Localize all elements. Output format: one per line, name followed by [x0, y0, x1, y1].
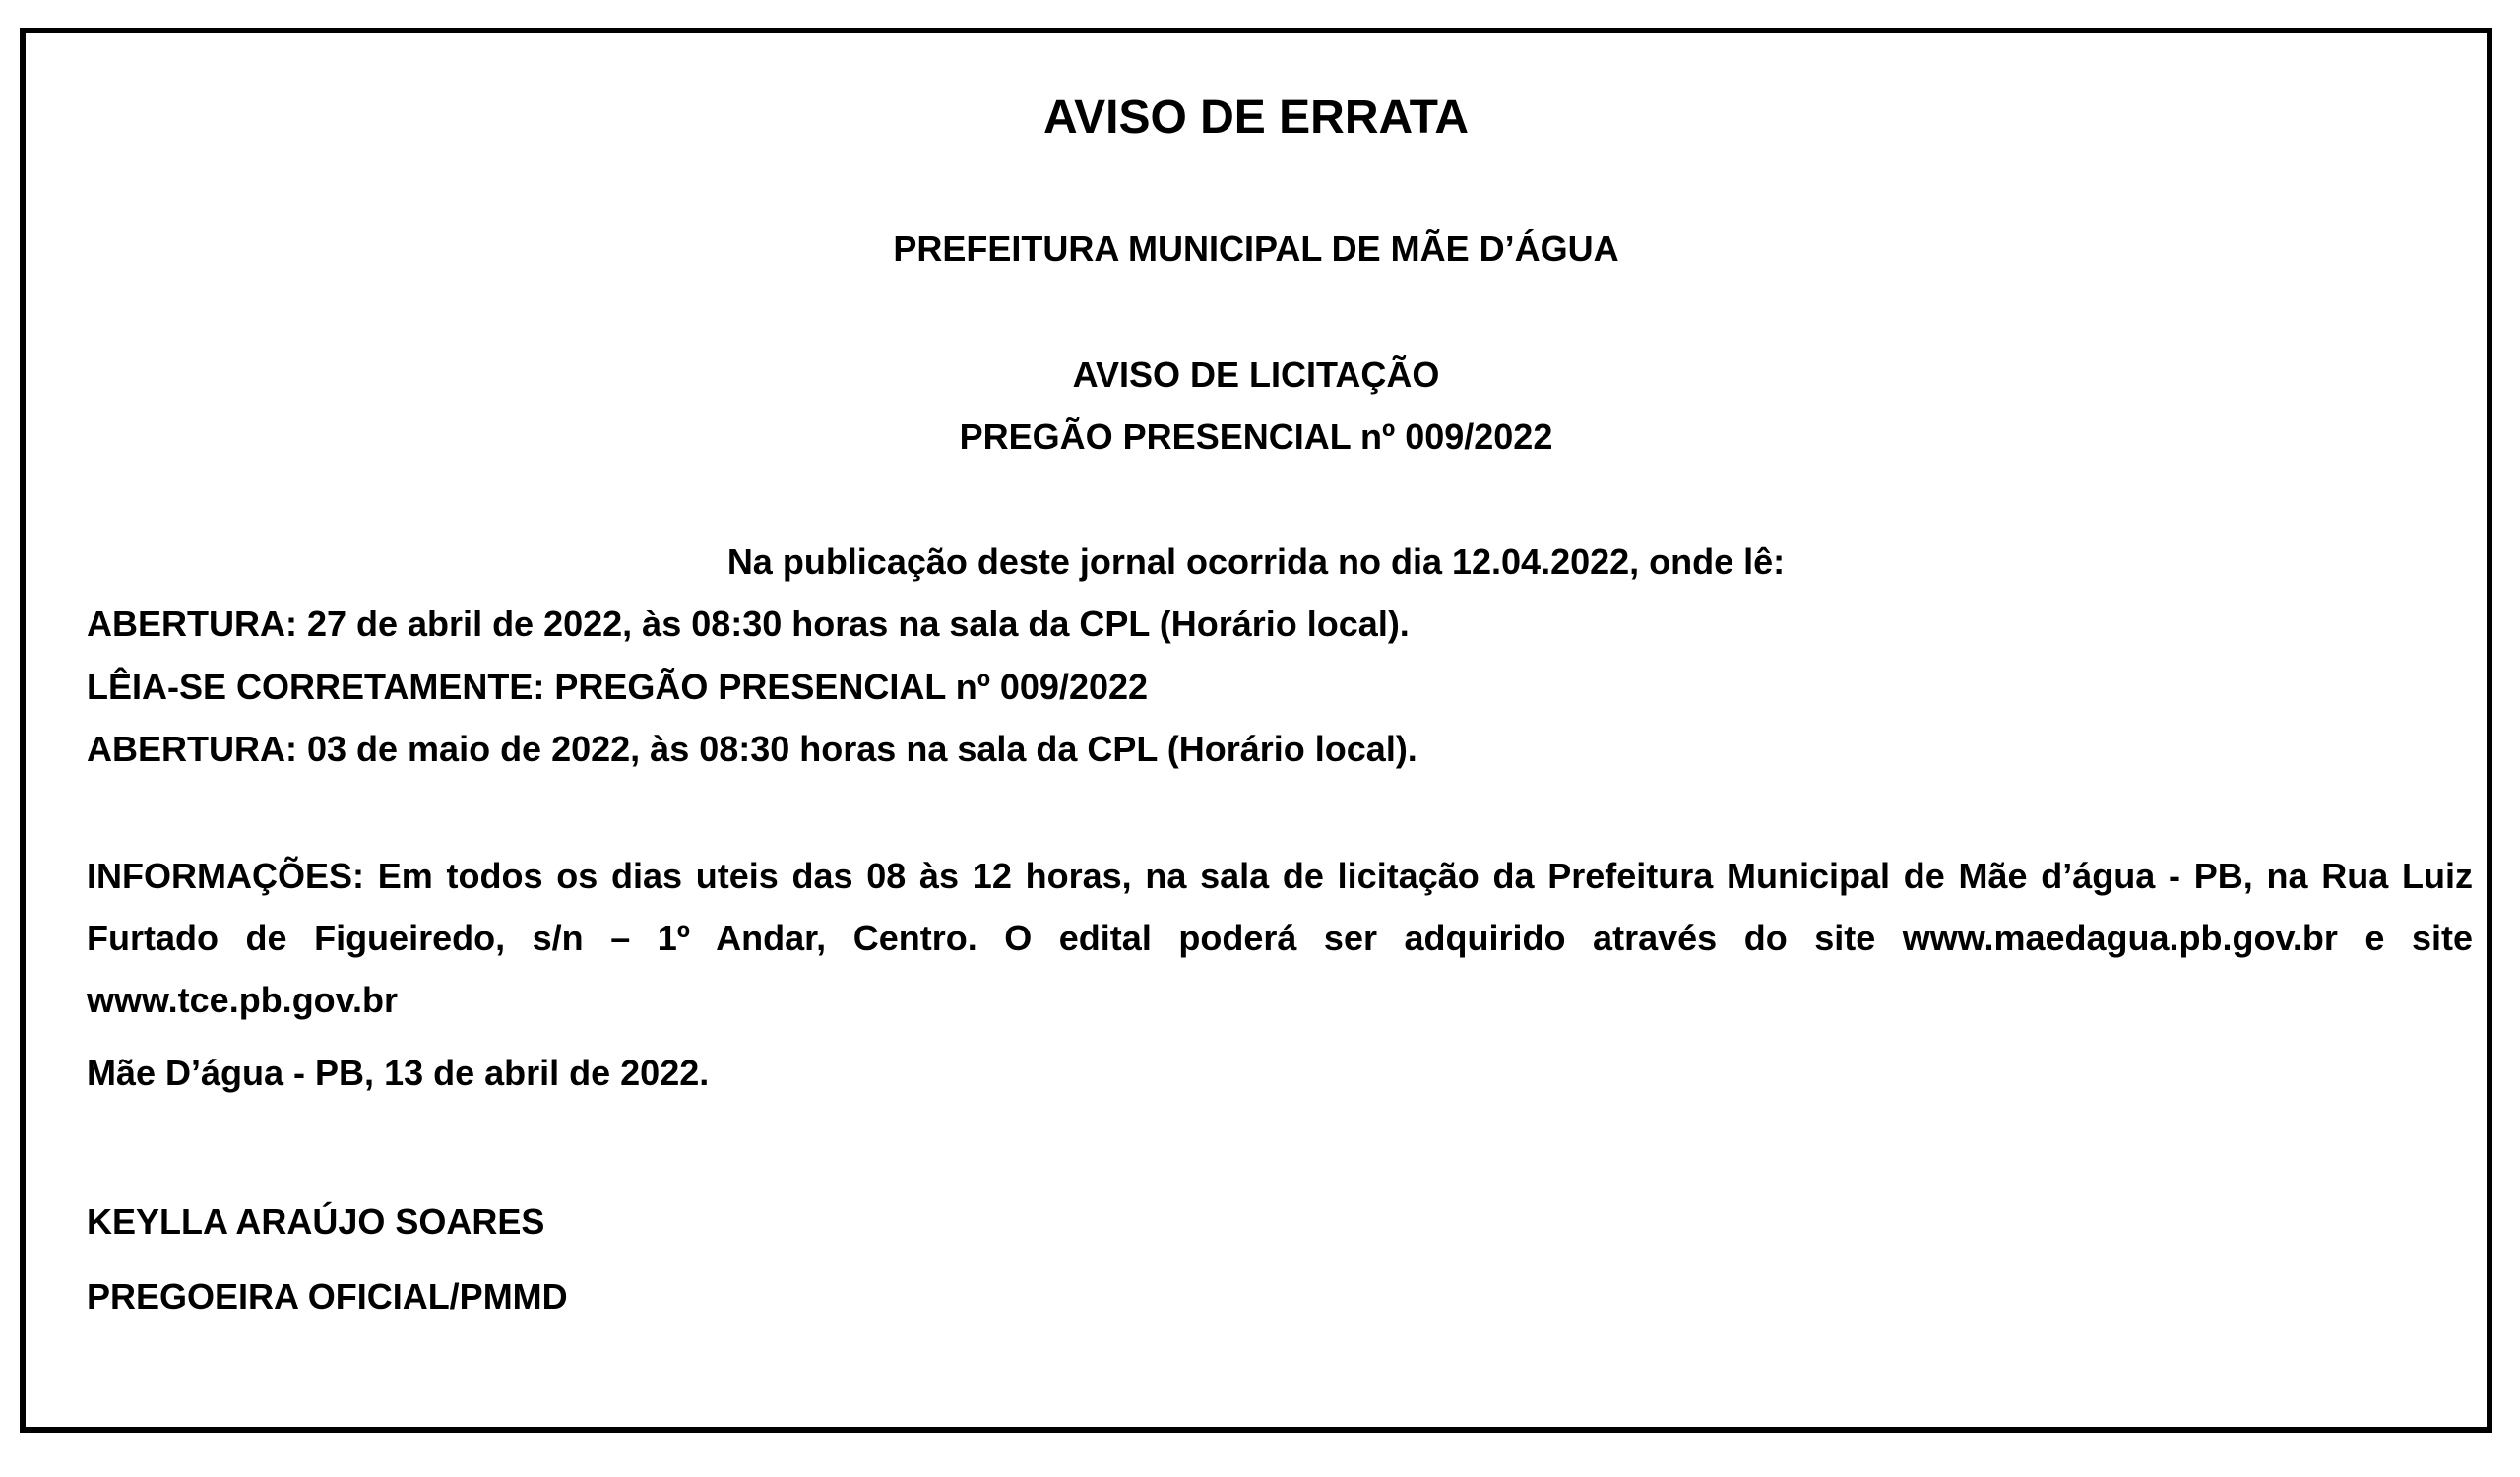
correction-intro: LÊIA-SE CORRETAMENTE: PREGÃO PRESENCIAL nº 009/2022	[87, 667, 1149, 707]
publication-note: Na publicação deste jornal ocorrida no dia 12.04.2022, onde lê:	[726, 542, 1786, 582]
notice-frame	[20, 28, 2492, 1433]
entity-name: PREFEITURA MUNICIPAL DE MÃE D’ÁGUA	[893, 228, 1619, 269]
document-title: AVISO DE ERRATA	[1042, 92, 1470, 144]
opening-wrong: ABERTURA: 27 de abril de 2022, às 08:30 horas na sala da CPL (Horário local).	[87, 604, 1410, 644]
procedure-number: PREGÃO PRESENCIAL nº 009/2022	[959, 417, 1553, 457]
signatory-role: PREGOEIRA OFICIAL/PMMD	[87, 1276, 568, 1316]
information-paragraph: INFORMAÇÕES: Em todos os dias uteis das 08 às 12 horas, na sala de licitação da Prefeitura Municipal de Mãe d’água - PB, na Rua Luiz Furtado de Figueiredo, s/n – 1º Andar, Centro. O edital poderá ser adquirido através do site www.maedagua.pb.gov.br e site www.tce.pb.gov.br	[87, 856, 2473, 1020]
notice-type: AVISO DE LICITAÇÃO	[1072, 354, 1440, 395]
opening-correct: ABERTURA: 03 de maio de 2022, às 08:30 horas na sala da CPL (Horário local).	[87, 729, 1418, 769]
signatory-name: KEYLLA ARAÚJO SOARES	[87, 1201, 545, 1242]
place-date: Mãe D’água - PB, 13 de abril de 2022.	[87, 1053, 710, 1093]
